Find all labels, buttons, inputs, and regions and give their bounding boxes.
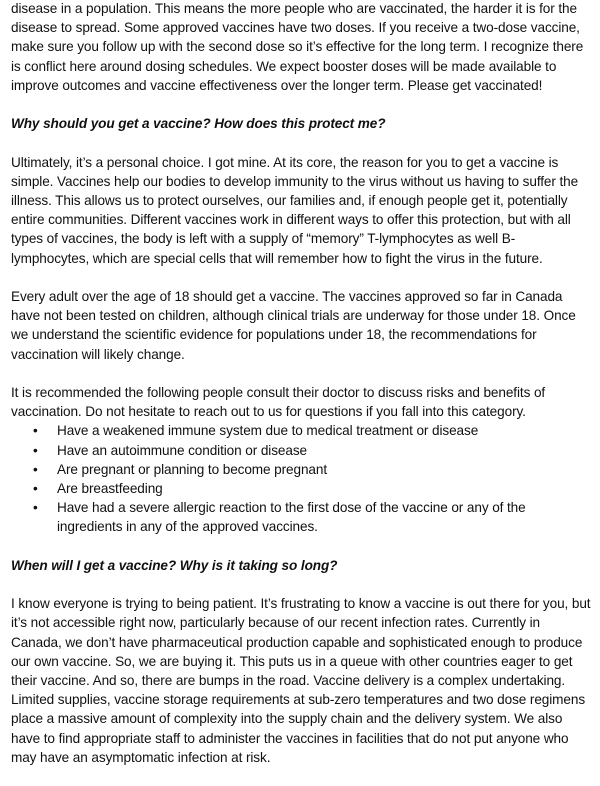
paragraph-herd-immunity: disease in a population. This means the more people who are vaccinated, the harder it is for the disease to spread. Some approved vaccines have two doses. If you receive a two-dose vaccine, make sure you follow up with the second dose so it’s effective for the long term. I recognize there is conflict here around dosing schedules. We expect booster doses will be made available to improve outcomes and vaccine effectiveness over the longer term. Please get vaccinated! (11, 1, 584, 93)
heading-when-vaccine: When will I get a vaccine? Why is it taking so long? (11, 557, 338, 573)
bullet-icon: • (33, 423, 38, 439)
paragraph-patience: I know everyone is trying to being patient. It’s frustrating to know a vaccine is out there for you, but it’s not accessible right now, particularly because of our recent infection rates. Currently in Canada, we don’t have pharmaceutical production capable and sophisticated enough to produce our own vaccine. So, we are buying it. This puts us in a queue with other countries eager to get their vaccine. And so, there are bumps in the road. Vaccine delivery is a complex undertaking. Limited supplies, vaccine storage requirements at sub-zero temperatures and two dose regimens place a massive amount of complexity into the supply chain and the delivery system. We also have to find appropriate staff to administer the vaccines in facilities that do not put anyone who may have an asymptomatic infection at risk. (11, 596, 591, 765)
list-item (11, 441, 591, 460)
bullet-icon: • (33, 481, 38, 497)
bullet-icon: • (33, 500, 38, 516)
bullet-icon: • (33, 442, 38, 458)
list-item (11, 460, 591, 479)
list-item-text: Are breastfeeding (57, 481, 163, 497)
paragraph-consult-doctor: It is recommended the following people consult their doctor to discuss risks and benefits of vaccination. Do not hesitate to reach out to us for questions if you fall into this category. (11, 385, 546, 420)
list-item (11, 479, 591, 498)
document-page (11, 0, 591, 786)
list-item (11, 498, 591, 536)
consult-doctor-list (11, 421, 591, 536)
list-item (11, 421, 591, 440)
heading-why-vaccine: Why should you get a vaccine? How does this protect me? (11, 116, 386, 132)
paragraph-adults-over-18: Every adult over the age of 18 should get a vaccine. The vaccines approved so far in Canada have not been tested on children, although clinical trials are underway for those under 18. Once we understand the scientific evidence for populations under 18, the recommendations for vaccination will likely change. (11, 289, 576, 362)
list-item-text: Are pregnant or planning to become pregnant (57, 461, 328, 477)
bullet-icon: • (33, 461, 38, 477)
list-item-text: Have had a severe allergic reaction to the first dose of the vaccine or any of the ingredients in any of the approved vaccines. (57, 500, 526, 535)
list-item-text: Have an autoimmune condition or disease (57, 442, 308, 458)
list-item-text: Have a weakened immune system due to medical treatment or disease (57, 423, 479, 439)
paragraph-personal-choice: Ultimately, it’s a personal choice. I got mine. At its core, the reason for you to get a vaccine is simple. Vaccines help our bodies to develop immunity to the virus without us having to suffer the illness. This allows us to protect ourselves, our families and, if enough people get it, potentially entire communities. Different vaccines work in different ways to offer this protection, but with all types of vaccines, the body is left with a supply of “memory” T-lymphocytes as well B-lymphocytes, which are special cells that will remember how to fight the virus in the future. (11, 154, 579, 266)
